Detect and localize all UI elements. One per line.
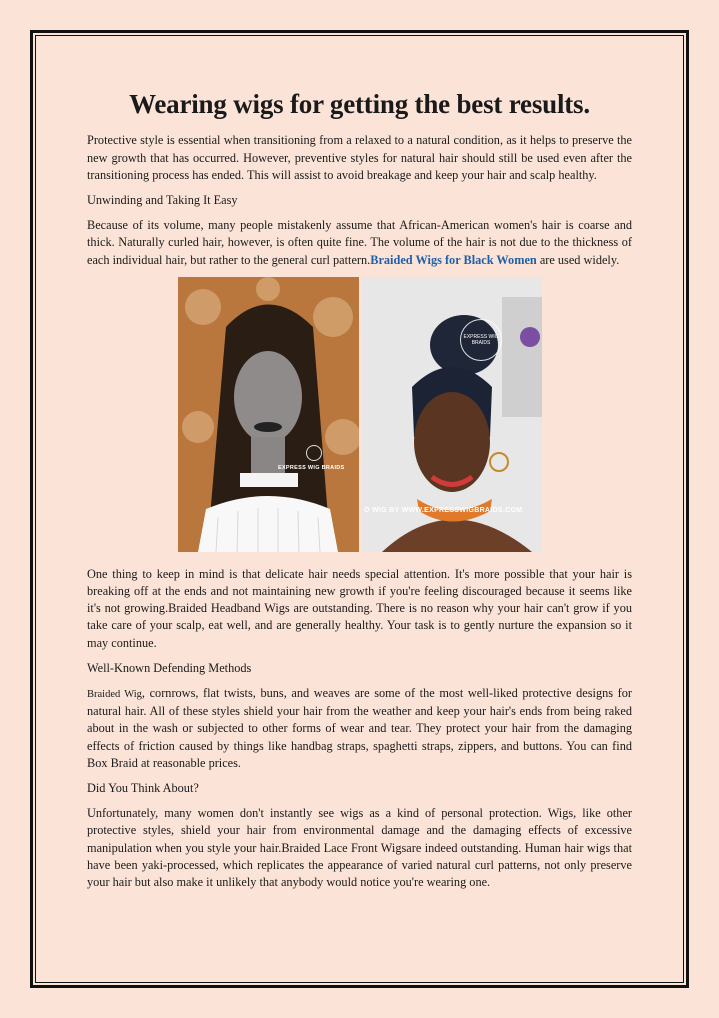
express-wig-logo — [306, 445, 322, 461]
paragraph-volume-tail: are used widely. — [536, 252, 620, 267]
paragraph-methods — [87, 685, 632, 772]
left-photo-watermark: EXPRESS WIG BRAIDS — [278, 464, 345, 471]
braided-wig-lead: Braided Wig — [87, 689, 142, 701]
paragraph-methods-text: , cornrows, flat twists, buns, and weaves are some of the most well-liked protective designs for natural hair. All of these styles shield your hair from the weather and keep your hair's ends from being raked about in the wash or subjected to other forms of wear and tear. They protect your hair from the damaging effects of friction caused by things like handbag straps, spaghetti straps, zippers, and buttons. You can find Box Braid at reasonable prices. — [87, 686, 632, 770]
paragraph-delicate-hair: One thing to keep in mind is that delicate hair needs special attention. It's more possible that your hair is breaking off at the ends and not maintaining new growth if you're feeling discouraged because it seems like it's not growing.Braided Headband Wigs are outstanding. There is no reason why your hair can't grow if you take care of your scalp, eat well, and are generally healthy. Your task is to gently nurture the expansion so it may continue. — [87, 566, 632, 650]
section-heading-unwinding: Unwinding and Taking It Easy — [87, 193, 238, 207]
express-wig-braids-logo: EXPRESS WIG BRAIDS — [460, 319, 502, 361]
wig-photos — [178, 277, 542, 552]
paragraph-volume-text: Because of its volume, many people mistakenly assume that African-American women's hair is coarse and thick. Naturally curled hair, however, is often quite fine. The volume of the hair is not due to the thickness of each individual hair, but rather to the general curl pattern. — [87, 218, 632, 267]
page-title: Wearing wigs for getting the best results. — [129, 89, 590, 119]
right-photo-watermark: O WIG BY WWW.EXPRESSWIGBRAIDS.COM — [364, 506, 523, 514]
photo-model-braided-updo — [362, 277, 542, 552]
section-heading-think: Did You Think About? — [87, 781, 199, 796]
section-heading-defending: Well-Known Defending Methods — [87, 660, 252, 675]
article — [87, 88, 632, 899]
paragraph-protection: Unfortunately, many women don't instantly see wigs as a kind of personal protection. Wigs, like other protective styles, shield your hair from environmental damage and the damaging effects of excessive manipulation when you style your hair.Braided Lace Front Wigsare indeed outstanding. Human hair wigs that have been yaki-processed, which replicates the appearance of varied natural curl patterns, not only preserve your hair but also make it unlikely that anybody would notice you're wearing one. — [87, 806, 632, 890]
braided-wigs-link[interactable]: Braided Wigs for Black Women — [370, 252, 537, 267]
paragraph-intro: Protective style is essential when transitioning from a relaxed to a natural condition, as it helps to preserve the new growth that has occurred. However, preventive styles for natural hair should still be used even after the transitioning process has ended. This will assist to avoid breakage and keep your hair and scalp healthy. — [87, 133, 632, 182]
photo-mannequin-wig — [178, 277, 359, 552]
mannequin-illustration — [178, 277, 359, 552]
paragraph-volume — [87, 217, 632, 269]
